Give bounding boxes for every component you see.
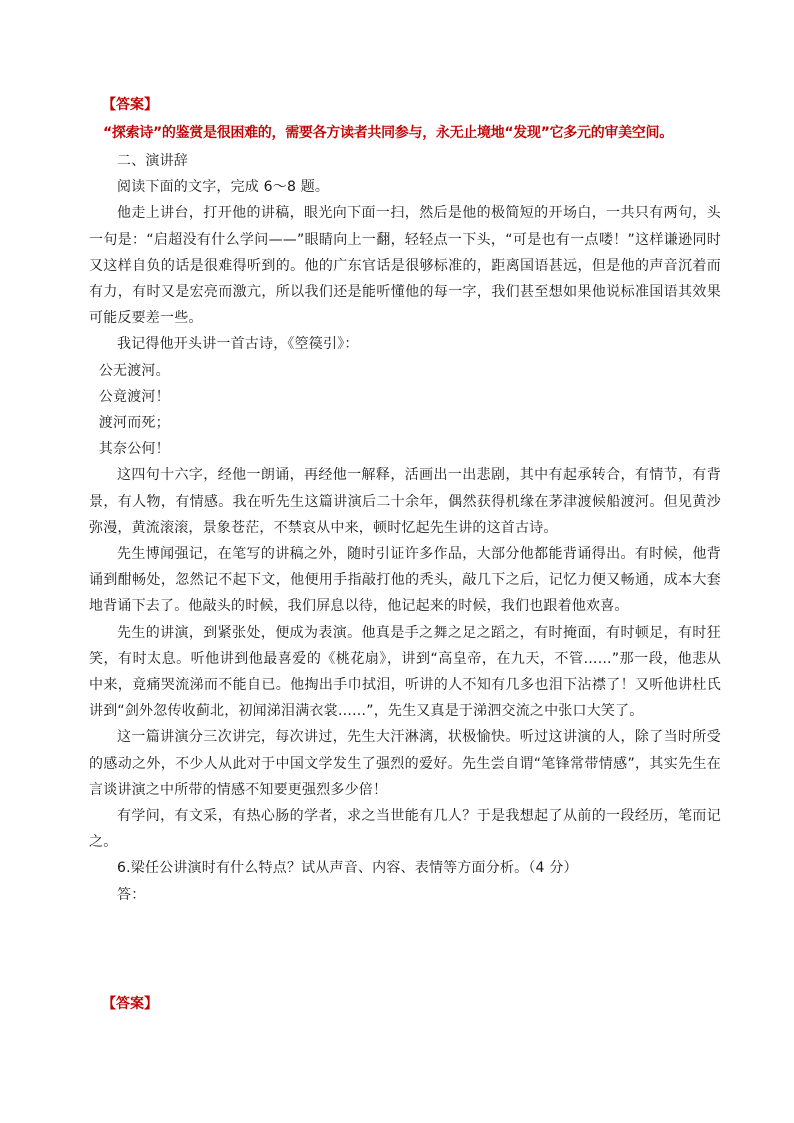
paragraph-3: 这四句十六字，经他一朗诵，再经他一解释，活画出一出悲剧，其中有起承转合，有情节，有背景，有人物，有情感。我在听先生这篇讲演后二十余年，偶然获得机缘在茅津渡候船渡河。但见黄沙弥漫，黄流滚滚，景象苍茫，不禁哀从中来，顿时忆起先生讲的这首古诗。 <box>89 467 721 536</box>
answer-prompt: 答： <box>117 886 146 903</box>
paragraph-1: 他走上讲台，打开他的讲稿，眼光向下面一扫，然后是他的极简短的开场白，一共只有两句，头一句是：“启超没有什么学问——”眼睛向上一翻，轻轻点一下头，“可是也有一点喽！”这样谦逊同时又这样自负的话是很难得听到的。他的广东官话是很够标准的，距离国语甚远，但是他的声音沉着而有力，有时又是宏亮而激亢，所以我们还是能听懂他的每一字，我们甚至想如果他说标准国语其效果可能反要差一些。 <box>89 205 721 327</box>
answer-label-bottom: 【答案】 <box>102 996 158 1012</box>
poem-line-1: 公无渡河。 <box>98 362 170 379</box>
paragraph-2: 我记得他开头讲一首古诗，《箜篌引》： <box>117 336 359 353</box>
poem-line-4: 其奈公何！ <box>98 441 170 458</box>
paragraph-6: 这一篇讲演分三次讲完，每次讲过，先生大汗淋漓，状极愉快。听过这讲演的人，除了当时所受的感动之外，不少人从此对于中国文学发生了强烈的爱好。先生尝自谓“笔锋常带情感”，其实先生在言谈讲演之中所带的情感不知要更强烈多少倍！ <box>89 729 721 798</box>
question-6: 6.梁任公讲演时有什么特点？试从声音、内容、表情等方面分析。（4 分） <box>117 860 578 877</box>
answer-label: 【答案】 <box>102 97 158 113</box>
paragraph-4: 先生博闻强记，在笔写的讲稿之外，随时引证许多作品，大部分他都能背诵得出。有时候，他背诵到酣畅处，忽然记不起下文，他便用手指敲打他的秃头，敲几下之后，记忆力便又畅通，成本大套地背诵下去了。他敲头的时候，我们屏息以待，他记起来的时候，我们也跟着他欢喜。 <box>89 546 721 615</box>
poem-line-3: 渡河而死； <box>98 415 170 432</box>
paragraph-7: 有学问，有文采，有热心肠的学者，求之当世能有几人？于是我想起了从前的一段经历，笔而记之。 <box>89 808 721 851</box>
answer-text: “探索诗”的鉴赏是很困难的，需要各方读者共同参与，永无止境地“发现”它多元的审美空间。 <box>103 125 673 141</box>
document-body <box>89 148 721 908</box>
paragraph-5: 先生的讲演，到紧张处，便成为表演。他真是手之舞之足之蹈之，有时掩面，有时顿足，有时狂笑，有时太息。听他讲到他最喜爱的《桃花扇》，讲到“高皇帝，在九天，不管……”那一段，他悲从中来，竟痛哭流涕而不能自已。他掏出手巾拭泪，听讲的人不知有几多也泪下沾襟了！又听他讲杜氏讲到“剑外忽传收蓟北，初闻涕泪满衣裳……”，先生又真是于涕泗交流之中张口大笑了。 <box>89 624 721 720</box>
section-title: 二、演讲辞 <box>117 153 188 169</box>
reading-instruction: 阅读下面的文字，完成 6～8 题。 <box>117 179 330 196</box>
poem-line-2: 公竟渡河！ <box>98 388 170 405</box>
